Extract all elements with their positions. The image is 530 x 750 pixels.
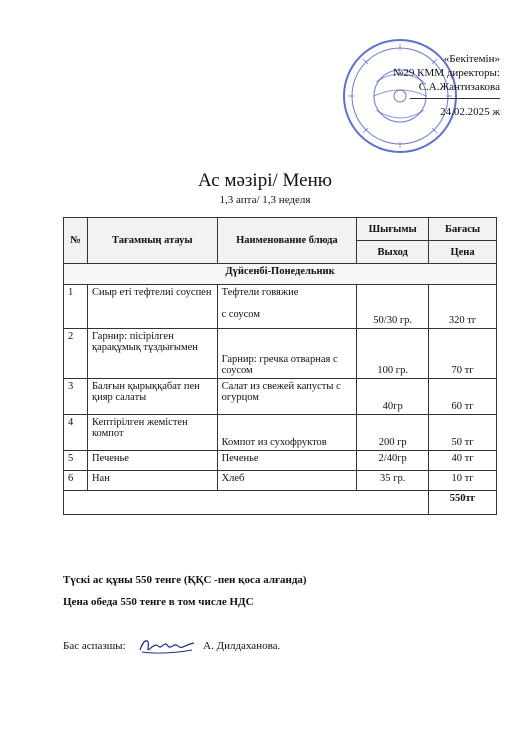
row-price: 10 тг <box>429 471 497 491</box>
header-output-ru: Выход <box>357 241 429 264</box>
row-num: 4 <box>64 415 88 451</box>
header-price-ru: Цена <box>429 241 497 264</box>
row-name-ru: Салат из свежей капусты с огурцом <box>217 379 357 415</box>
table-header-row <box>64 218 497 241</box>
chef-name: А. Дилдаханова. <box>203 640 281 652</box>
day-row <box>64 264 497 285</box>
day-label: Дүйсенбі-Понедельник <box>64 264 497 285</box>
row-name-kz: Гарнир: пісірілген қарақұмық тұздығымен <box>87 329 217 379</box>
page-subtitle: 1,3 апта/ 1,3 неделя <box>219 194 311 206</box>
price-note-ru: Цена обеда 550 тенге в том числе НДС <box>63 596 254 608</box>
approval-line-2: №29 КММ директоры: <box>392 67 500 79</box>
handwritten-signature <box>138 634 196 658</box>
row-num: 2 <box>64 329 88 379</box>
header-name-ru: Наименование блюда <box>217 218 357 264</box>
row-price: 70 тг <box>429 329 497 379</box>
page-title: Ас мәзірі/ Меню <box>198 170 332 191</box>
row-price: 60 тг <box>429 379 497 415</box>
table-row <box>64 379 497 415</box>
row-output: 50/30 гр. <box>357 285 429 329</box>
approval-block <box>300 52 500 119</box>
header-name-kz: Тағамның атауы <box>87 218 217 264</box>
row-price: 40 тг <box>429 451 497 471</box>
row-output: 35 гр. <box>357 471 429 491</box>
row-name-kz: Кептірілген жемістен компот <box>87 415 217 451</box>
header-num: № <box>64 218 88 264</box>
signature-line <box>410 94 500 99</box>
price-note-kz: Түскі ас құны 550 тенге (ҚҚС -пен қоса алғанда) <box>63 574 307 586</box>
row-output: 2/40гр <box>357 451 429 471</box>
header-output-kz: Шығымы <box>357 218 429 241</box>
menu-table <box>63 217 497 515</box>
table-row <box>64 451 497 471</box>
table-row <box>64 471 497 491</box>
table-row <box>64 329 497 379</box>
header-price-kz: Бағасы <box>429 218 497 241</box>
row-output: 200 гр <box>357 415 429 451</box>
approval-line-3: С.А.Жантизакова <box>418 81 500 93</box>
row-num: 3 <box>64 379 88 415</box>
row-name-kz: Сиыр еті тефтелиі соуспен <box>87 285 217 329</box>
row-output: 100 гр. <box>357 329 429 379</box>
chef-label: Бас аспазшы: <box>63 640 126 652</box>
table-row <box>64 285 497 329</box>
approval-line-1: «Бекітемін» <box>443 53 500 65</box>
row-num: 5 <box>64 451 88 471</box>
total-value: 550тг <box>429 491 497 515</box>
row-price: 50 тг <box>429 415 497 451</box>
row-name-kz: Балғын қырыққабат пен қияр салаты <box>87 379 217 415</box>
row-name-kz: Нан <box>87 471 217 491</box>
total-spacer <box>64 491 429 515</box>
row-name-ru: Гарнир: гречка отварная с соусом <box>217 329 357 379</box>
row-name-ru: Компот из сухофруктов <box>217 415 357 451</box>
row-name-kz: Печенье <box>87 451 217 471</box>
row-name-ru: Печенье <box>217 451 357 471</box>
approval-date: 24.02.2025 ж <box>440 106 500 118</box>
total-row <box>64 491 497 515</box>
table-row <box>64 415 497 451</box>
row-name-ru: Тефтели говяжие с соусом <box>217 285 357 329</box>
row-name-ru: Хлеб <box>217 471 357 491</box>
row-num: 1 <box>64 285 88 329</box>
row-output: 40гр <box>357 379 429 415</box>
row-price: 320 тг <box>429 285 497 329</box>
row-num: 6 <box>64 471 88 491</box>
